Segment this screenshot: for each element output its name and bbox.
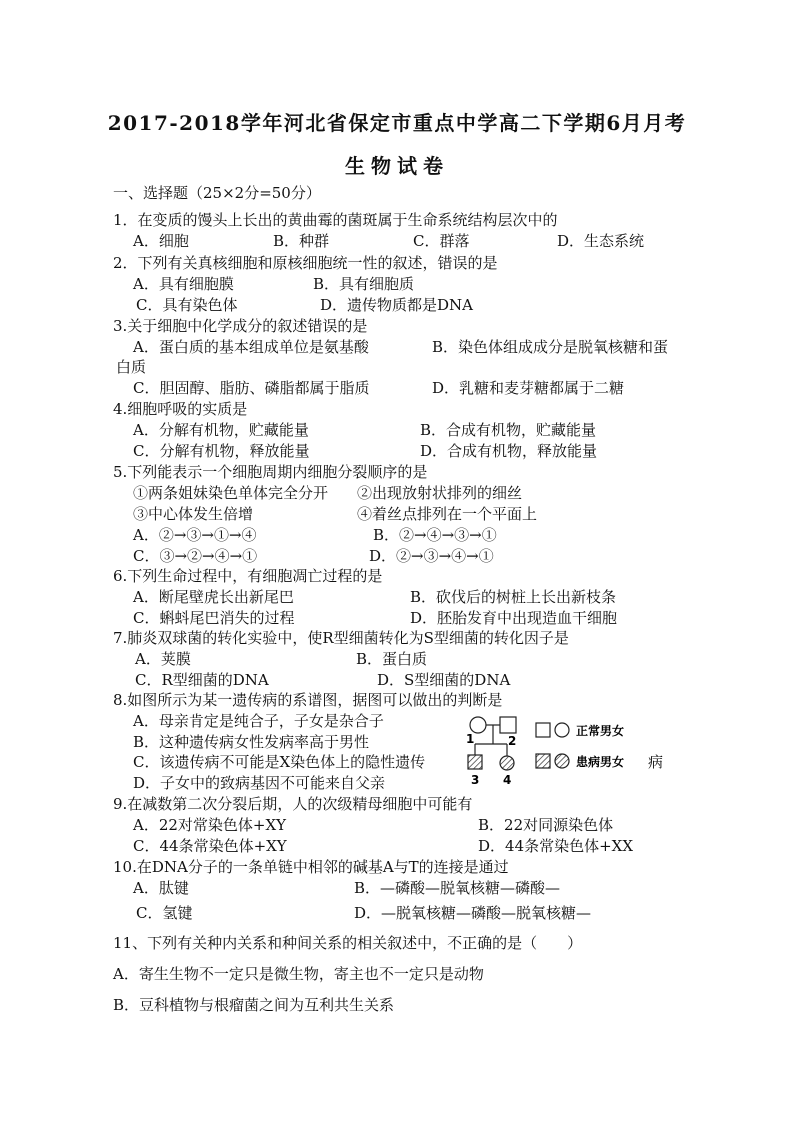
affected-son-symbol bbox=[468, 755, 482, 769]
q4-option-d: D．合成有机物，释放能量 bbox=[420, 442, 598, 460]
q8-option-b: B．这种遗传病女性发病率高于男性 bbox=[133, 733, 370, 751]
q6-stem: 6.下列生命过程中，有细胞凋亡过程的是 bbox=[113, 567, 383, 585]
exam-title: 2017-2018学年河北省保定市重点中学高二下学期6月月考 bbox=[107, 111, 687, 135]
q7-option-d: D．S型细菌的DNA bbox=[377, 671, 511, 689]
q5-option-c: C．③→②→④→① bbox=[133, 547, 258, 565]
section-heading: 一、选择题（25×2分=50分） bbox=[113, 184, 321, 202]
q3-option-d: D．乳糖和麦芽糖都属于二糖 bbox=[432, 379, 625, 397]
q10-option-c: C．氢键 bbox=[136, 904, 193, 922]
q5-statement-1: ①两条姐妹染色单体完全分开 bbox=[133, 484, 329, 502]
q9-option-c: C．44条常染色体+XY bbox=[133, 837, 287, 855]
q5-stem: 5.下列能表示一个细胞周期内细胞分裂顺序的是 bbox=[113, 463, 428, 481]
q10-option-b: B．—磷酸—脱氧核糖—磷酸— bbox=[354, 879, 561, 897]
q6-option-a: A．断尾壁虎长出新尾巴 bbox=[133, 588, 294, 606]
q5-statement-3: ③中心体发生倍增 bbox=[133, 505, 254, 523]
q2-stem: 2．下列有关真核细胞和原核细胞统一性的叙述，错误的是 bbox=[113, 254, 498, 272]
pedigree-label-4: 4 bbox=[503, 773, 512, 787]
q1-option-b: B．种群 bbox=[273, 232, 330, 250]
q1-option-d: D．生态系统 bbox=[557, 232, 645, 250]
q4-option-a: A．分解有机物，贮藏能量 bbox=[133, 421, 309, 439]
q9-option-a: A．22对常染色体+XY bbox=[133, 816, 287, 834]
q1-option-a: A．细胞 bbox=[133, 232, 189, 250]
legend-normal-male-icon bbox=[536, 723, 550, 737]
q5-statement-4: ④着丝点排列在一个平面上 bbox=[357, 505, 538, 523]
pedigree-label-3: 3 bbox=[471, 773, 480, 787]
legend-affected-label: 患病男女 bbox=[576, 755, 625, 769]
q5-option-b: B．②→④→③→① bbox=[373, 526, 497, 544]
q10-option-d: D．—脱氧核糖—磷酸—脱氧核糖— bbox=[354, 904, 592, 922]
q8-option-a: A．母亲肯定是纯合子，子女是杂合子 bbox=[133, 712, 384, 730]
q11-option-a: A．寄生生物不一定只是微生物，寄主也不一定只是动物 bbox=[113, 965, 484, 983]
q8-option-d: D．子女中的致病基因不可能来自父亲 bbox=[133, 774, 386, 792]
q2-option-c: C．具有染色体 bbox=[136, 296, 238, 314]
q11-stem: 11、下列有关种内关系和种间关系的相关叙述中，不正确的是（ ） bbox=[113, 934, 583, 952]
father-symbol bbox=[500, 717, 516, 733]
q2-option-a: A．具有细胞膜 bbox=[133, 275, 234, 293]
exam-subtitle: 生物试卷 bbox=[345, 154, 449, 178]
q2-option-d: D．遗传物质都是DNA bbox=[320, 296, 474, 314]
legend-affected-male-icon bbox=[536, 754, 550, 768]
q10-stem: 10.在DNA分子的一条单链中相邻的碱基A与T的连接是通过 bbox=[113, 858, 509, 876]
q4-stem: 4.细胞呼吸的实质是 bbox=[113, 400, 248, 418]
q9-option-d: D．44条常染色体+XX bbox=[478, 837, 634, 855]
q6-option-c: C．蝌蚪尾巴消失的过程 bbox=[133, 609, 295, 627]
pedigree-label-1: 1 bbox=[466, 732, 475, 746]
q3-option-b-continued: 白质 bbox=[116, 358, 147, 376]
mother-symbol bbox=[470, 717, 486, 733]
affected-daughter-symbol bbox=[500, 756, 514, 770]
q11-option-b: B．豆科植物与根瘤菌之间为互利共生关系 bbox=[113, 996, 395, 1014]
pedigree-svg bbox=[462, 712, 672, 792]
q3-option-b: B．染色体组成成分是脱氧核糖和蛋 bbox=[432, 338, 669, 356]
q5-option-d: D．②→③→④→① bbox=[369, 547, 494, 565]
q7-option-c: C．R型细菌的DNA bbox=[135, 671, 269, 689]
q8-option-c: C．该遗传病不可能是X染色体上的隐性遗传 bbox=[133, 753, 426, 771]
legend-normal-label: 正常男女 bbox=[576, 724, 625, 738]
q7-stem: 7.肺炎双球菌的转化实验中，使R型细菌转化为S型细菌的转化因子是 bbox=[113, 629, 569, 647]
q1-stem: 1．在变质的馒头上长出的黄曲霉的菌斑属于生命系统结构层次中的 bbox=[113, 211, 558, 229]
legend-normal-female-icon bbox=[555, 723, 569, 737]
q3-stem: 3.关于细胞中化学成分的叙述错误的是 bbox=[113, 317, 368, 335]
q6-option-b: B．砍伐后的树桩上长出新枝条 bbox=[410, 588, 617, 606]
pedigree-figure bbox=[462, 712, 672, 792]
q3-option-a: A．蛋白质的基本组成单位是氨基酸 bbox=[133, 338, 369, 356]
q8-stem: 8.如图所示为某一遗传病的系谱图，据图可以做出的判断是 bbox=[113, 691, 503, 709]
q8-figure-trailing-text: 病 bbox=[648, 753, 664, 771]
q7-option-b: B．蛋白质 bbox=[356, 650, 428, 668]
q4-option-c: C．分解有机物，释放能量 bbox=[133, 442, 310, 460]
pedigree-label-2: 2 bbox=[508, 734, 517, 748]
q3-option-c: C．胆固醇、脂肪、磷脂都属于脂质 bbox=[133, 379, 370, 397]
q9-option-b: B．22对同源染色体 bbox=[478, 816, 614, 834]
q6-option-d: D．胚胎发育中出现造血干细胞 bbox=[410, 609, 618, 627]
q5-option-a: A．②→③→①→④ bbox=[133, 526, 257, 544]
q7-option-a: A．荚膜 bbox=[135, 650, 191, 668]
q4-option-b: B．合成有机物，贮藏能量 bbox=[420, 421, 597, 439]
q1-option-c: C．群落 bbox=[413, 232, 470, 250]
q2-option-b: B．具有细胞质 bbox=[313, 275, 415, 293]
q9-stem: 9.在减数第二次分裂后期，人的次级精母细胞中可能有 bbox=[113, 795, 473, 813]
q10-option-a: A．肽键 bbox=[133, 879, 189, 897]
q5-statement-2: ②出现放射状排列的细丝 bbox=[357, 484, 523, 502]
legend-affected-female-icon bbox=[555, 754, 569, 768]
